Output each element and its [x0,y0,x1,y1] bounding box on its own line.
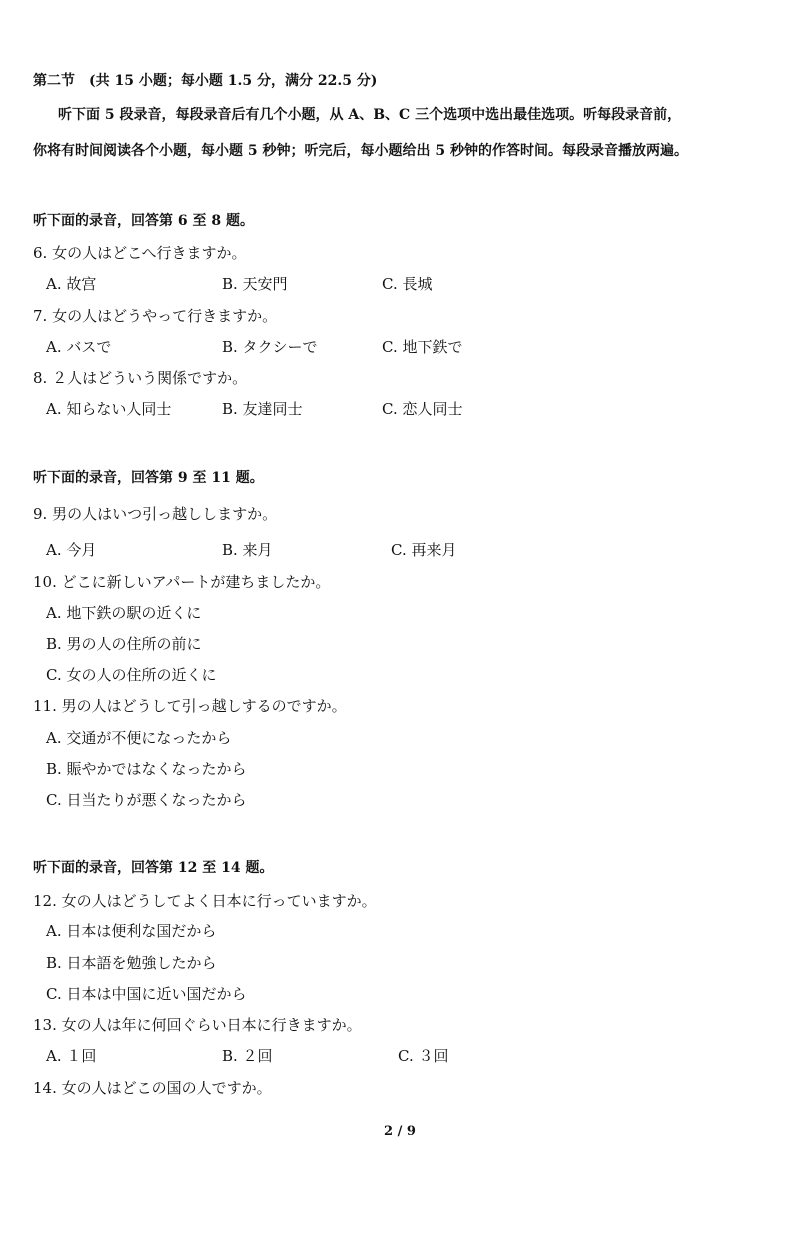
question-11-option-c: C. 日当たりが悪くなったから [46,791,247,809]
question-9: 9. 男の人はいつ引っ越ししますか。 [33,505,278,523]
question-6-option-a: A. 故宫 [46,275,97,293]
question-9-option-b: B. 来月 [222,541,273,559]
group-heading-9-11: 听下面的录音，回答第 9 至 11 题。 [33,470,264,486]
question-8-option-c: C. 恋人同士 [382,400,463,418]
question-7-option-b: B. タクシーで [222,338,318,356]
instruction-line-2: 你将有时间阅读各个小题，每小题 5 秒钟；听完后，每小题给出 5 秒钟的作答时间。每段录音播放两遍。 [33,143,688,159]
question-6-option-c: C. 長城 [382,275,433,293]
group-heading-6-8: 听下面的录音，回答第 6 至 8 题。 [33,213,254,229]
question-10-option-c: C. 女の人の住所の近くに [46,666,217,684]
question-13-option-a: A. １回 [46,1047,97,1065]
question-6-option-b: B. 天安門 [222,275,288,293]
question-12: 12. 女の人はどうしてよく日本に行っていますか。 [33,892,377,910]
question-14: 14. 女の人はどこの国の人ですか。 [33,1079,272,1097]
question-10: 10. どこに新しいアパートが建ちましたか。 [33,573,331,591]
question-13: 13. 女の人は年に何回ぐらい日本に行きますか。 [33,1016,362,1034]
question-9-option-a: A. 今月 [46,541,97,559]
question-7: 7. 女の人はどうやって行きますか。 [33,307,278,325]
section-title: 第二节 (共 15 小题；每小题 1.5 分，满分 22.5 分) [33,73,378,89]
question-7-option-c: C. 地下鉄で [382,338,463,356]
question-8-option-a: A. 知らない人同士 [46,400,172,418]
question-13-option-b: B. ２回 [222,1047,273,1065]
question-10-option-a: A. 地下鉄の駅の近くに [46,604,202,622]
question-8-option-b: B. 友達同士 [222,400,303,418]
question-13-option-c: C. ３回 [398,1047,449,1065]
page-number: 2 / 9 [384,1124,416,1139]
question-11: 11. 男の人はどうして引っ越しするのですか。 [33,697,347,715]
question-12-option-c: C. 日本は中国に近い国だから [46,985,247,1003]
question-8: 8. ２人はどういう関係ですか。 [33,369,248,387]
question-11-option-b: B. 賑やかではなくなったから [46,760,247,778]
question-7-option-a: A. バスで [46,338,112,356]
instruction-line-1: 听下面 5 段录音，每段录音后有几个小题，从 A、B、C 三个选项中选出最佳选项。听每段录音前， [58,107,682,123]
question-12-option-a: A. 日本は便利な国だから [46,922,217,940]
question-6: 6. 女の人はどこへ行きますか。 [33,244,247,262]
question-11-option-a: A. 交通が不便になったから [46,729,232,747]
question-12-option-b: B. 日本語を勉強したから [46,954,217,972]
question-9-option-c: C. 再来月 [391,541,457,559]
group-heading-12-14: 听下面的录音，回答第 12 至 14 题。 [33,860,274,876]
question-10-option-b: B. 男の人の住所の前に [46,635,202,653]
